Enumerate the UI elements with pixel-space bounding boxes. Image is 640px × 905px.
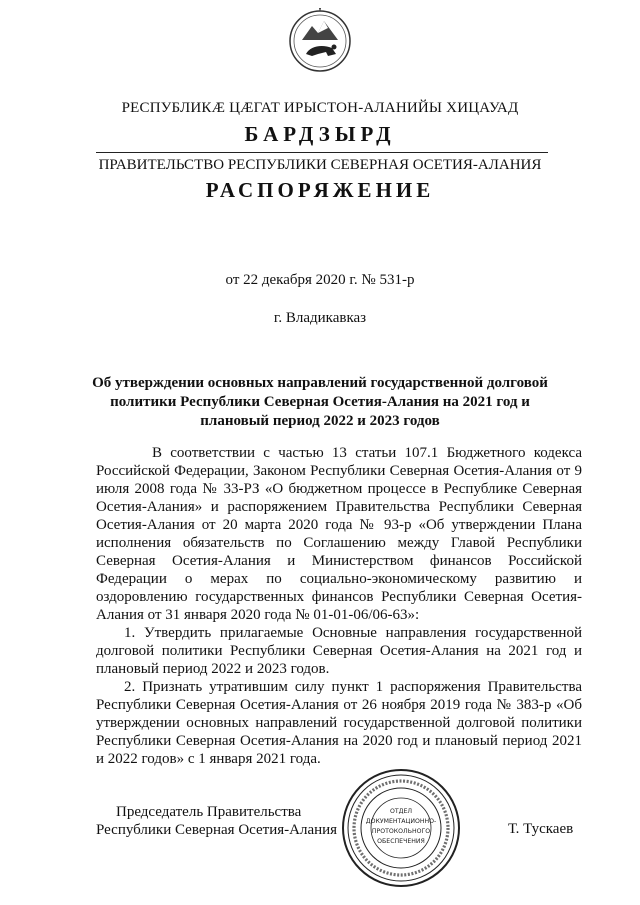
body-item-1: 1. Утвердить прилагаемые Основные направления государственной долговой политики Республики Северная Осетия-Алания на 2021 год и плановый период 2022 и 2023 годов. [96, 625, 582, 677]
signatory-position-line: Республики Северная Осетия-Алания [96, 822, 338, 838]
stamp-text-line: ПРОТОКОЛЬНОГО [371, 828, 431, 835]
title-line: плановый период 2022 и 2023 годов [200, 413, 440, 429]
title-line: Об утверждении основных направлений государственной долговой [92, 375, 548, 391]
document-type-ossetian: БАРДЗЫРД [244, 122, 396, 146]
document-title [0, 374, 640, 431]
body-preamble: В соответствии с частью 13 статьи 107.1 Бюджетного кодекса Российской Федерации, Законом Республики Северная Осетия-Алания от 9 июля 2008 года № 33-РЗ «О бюджетном процессе в Республике Северная Осетия-Алания» и распоряжением Правительства Республики Северная Осетия-Алания от 20 марта 2020 года № 93-р «Об утверждении Плана исполнения обязательств по Соглашению между Главой Республики Северная Осетия-Алания и Министерством финансов Российской Федерации о мерах по социально-экономическому развитию и оздоровлению государственных финансов Республики Северная Осетия-Алания от 31 января 2020 года № 01-01-06/06-63»: [96, 445, 582, 623]
header-divider [96, 152, 548, 153]
body-item-2: 2. Признать утратившим силу пункт 1 распоряжения Правительства Республики Северная Осетия-Алания от 26 ноября 2019 года № 383-р «Об утверждении основных направлений государственной долговой политики Республики Северная Осетия-Алания на 2020 год и плановый период 2021 и 2022 годов» с 1 января 2021 года. [96, 679, 582, 767]
document-type-russian: РАСПОРЯЖЕНИЕ [205, 178, 435, 202]
title-line: политики Республики Северная Осетия-Алания на 2021 год и [110, 394, 530, 410]
document-city: г. Владикавказ [273, 310, 367, 326]
coat-of-arms-icon [288, 6, 352, 74]
document-date-number: от 22 декабря 2020 г. № 531-р [225, 272, 415, 288]
signatory-position-line: Председатель Правительства [116, 804, 302, 820]
official-seal-icon [340, 767, 462, 889]
republic-name-ossetian: РЕСПУБЛИКӔ ЦӔГАТ ИРЫСТОН-АЛАНИЙЫ ХИЦАУАД [121, 100, 519, 116]
stamp-text-line: ОТДЕЛ [389, 808, 413, 815]
document-body [96, 444, 582, 768]
stamp-text-line: ОБЕСПЕЧЕНИЯ [377, 838, 425, 845]
signatory-name: Т. Тускаев [508, 821, 574, 837]
signatory-position [96, 803, 337, 839]
republic-name-russian: ПРАВИТЕЛЬСТВО РЕСПУБЛИКИ СЕВЕРНАЯ ОСЕТИЯ-АЛАНИЯ [98, 157, 542, 173]
stamp-text-line: ДОКУМЕНТАЦИОННО- [365, 818, 437, 825]
